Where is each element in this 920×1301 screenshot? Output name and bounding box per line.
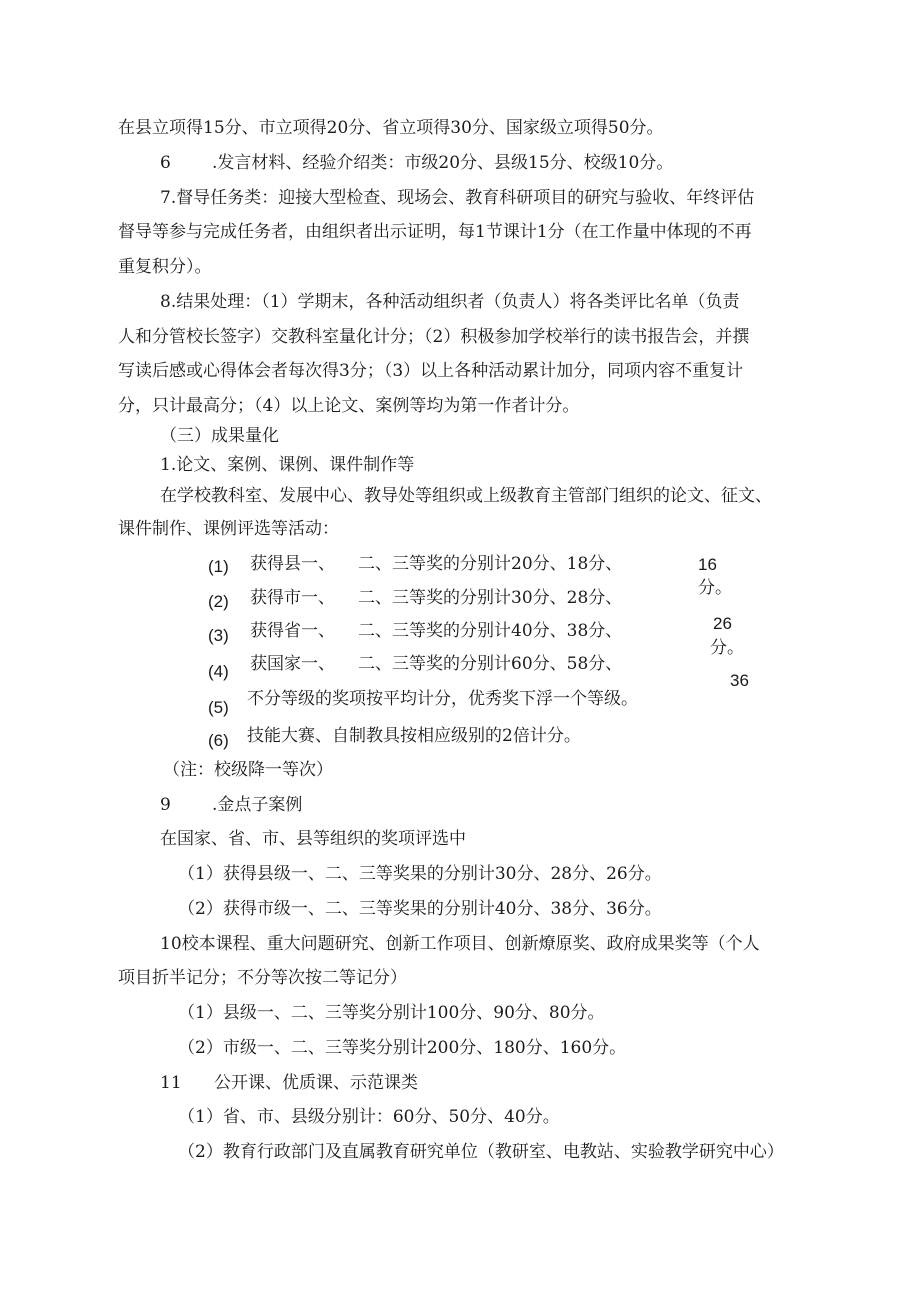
side-note: 26 xyxy=(713,614,732,633)
paragraph-line: （1）县级一、二、三等奖分别计100分、90分、80分。 xyxy=(178,1003,605,1023)
award-text: 不分等级的奖项按平均计分，优秀奖下浮一个等级。 xyxy=(247,689,638,709)
paragraph-line: 人和分管校长签字）交教科室量化计分；（2）积极参加学校举行的读书报告会，并撰 xyxy=(118,327,750,347)
paragraph-line: 分，只计最高分；（4）以上论文、案例等均为第一作者计分。 xyxy=(118,396,580,416)
award-number: (5) xyxy=(208,698,229,717)
paragraph-line: 项目折半记分；不分等次按二等记分） xyxy=(118,968,407,988)
paragraph-line: 重复积分）。 xyxy=(118,257,212,277)
award-text: 二、三等奖的分别计40分、38分、 xyxy=(358,621,623,641)
award-text: 获国家一、 xyxy=(250,654,335,674)
award-text: 技能大赛、自制教具按相应级别的2倍计分。 xyxy=(247,726,581,746)
side-note: 36 xyxy=(730,671,749,690)
award-number: (2) xyxy=(208,592,229,611)
subsection-heading: .金点子案例 xyxy=(212,795,303,815)
award-number: (4) xyxy=(208,662,229,681)
note-line: （注：校级降一等次） xyxy=(163,760,333,780)
side-note: 分。 xyxy=(710,638,744,658)
paragraph-line: .发言材料、经验介绍类：市级20分、县级15分、校级10分。 xyxy=(212,153,674,173)
paragraph-line: 写读后感或心得体会者每次得3分；（3）以上各种活动累计加分，同项内容不重复计 xyxy=(118,361,744,381)
paragraph-line: （1）省、市、县级分别计：60分、50分、40分。 xyxy=(178,1107,560,1127)
award-text: 二、三等奖的分别计30分、28分、 xyxy=(358,588,623,608)
paragraph-line: （1）获得县级一、二、三等奖果的分别计30分、28分、26分。 xyxy=(178,864,662,884)
item-number: 6 xyxy=(160,153,171,173)
subsection-heading: 公开课、优质课、示范课类 xyxy=(214,1073,418,1093)
subsection-heading: 1.论文、案例、课例、课件制作等 xyxy=(160,455,415,475)
paragraph-line: 10校本课程、重大问题研究、创新工作项目、创新燎原奖、政府成果奖等（个人 xyxy=(160,934,760,954)
award-text: 获得县一、 xyxy=(250,554,335,574)
paragraph-line: 督导等参与完成任务者，由组织者出示证明，每1节课计1分（在工作量中体现的不再 xyxy=(118,222,752,242)
item-number: 9 xyxy=(160,795,171,815)
paragraph-line: 8.结果处理：（1）学期末，各种活动组织者（负责人）将各类评比名单（负责 xyxy=(160,292,740,312)
item-number: 11 xyxy=(160,1073,182,1093)
award-text: 二、三等奖的分别计20分、18分、 xyxy=(358,554,623,574)
paragraph-line: 课件制作、课例评选等活动： xyxy=(118,519,339,539)
award-text: 获得省一、 xyxy=(250,621,335,641)
paragraph-line: 7.督导任务类：迎接大型检查、现场会、教育科研项目的研究与验收、年终评估 xyxy=(160,188,755,208)
paragraph-line: 在学校教科室、发展中心、教导处等组织或上级教育主管部门组织的论文、征文、 xyxy=(160,486,772,506)
award-number: (6) xyxy=(208,731,229,750)
award-text: 二、三等奖的分别计60分、58分、 xyxy=(358,654,623,674)
side-note: 分。 xyxy=(698,578,732,598)
section-heading: （三）成果量化 xyxy=(160,426,279,446)
paragraph-line: 在县立项得15分、市立项得20分、省立项得30分、国家级立项得50分。 xyxy=(118,118,664,138)
paragraph-line: （2）获得市级一、二、三等奖果的分别计40分、38分、36分。 xyxy=(178,899,662,919)
paragraph-line: 在国家、省、市、县等组织的奖项评选中 xyxy=(160,829,466,849)
award-number: (1) xyxy=(208,557,229,576)
award-text: 获得市一、 xyxy=(250,588,335,608)
paragraph-line: （2）教育行政部门及直属教育研究单位（教研室、电教站、实验教学研究中心） xyxy=(178,1142,784,1162)
side-note: 16 xyxy=(698,555,717,574)
award-number: (3) xyxy=(208,626,229,645)
paragraph-line: （2）市级一、二、三等奖分别计200分、180分、160分。 xyxy=(178,1038,627,1058)
